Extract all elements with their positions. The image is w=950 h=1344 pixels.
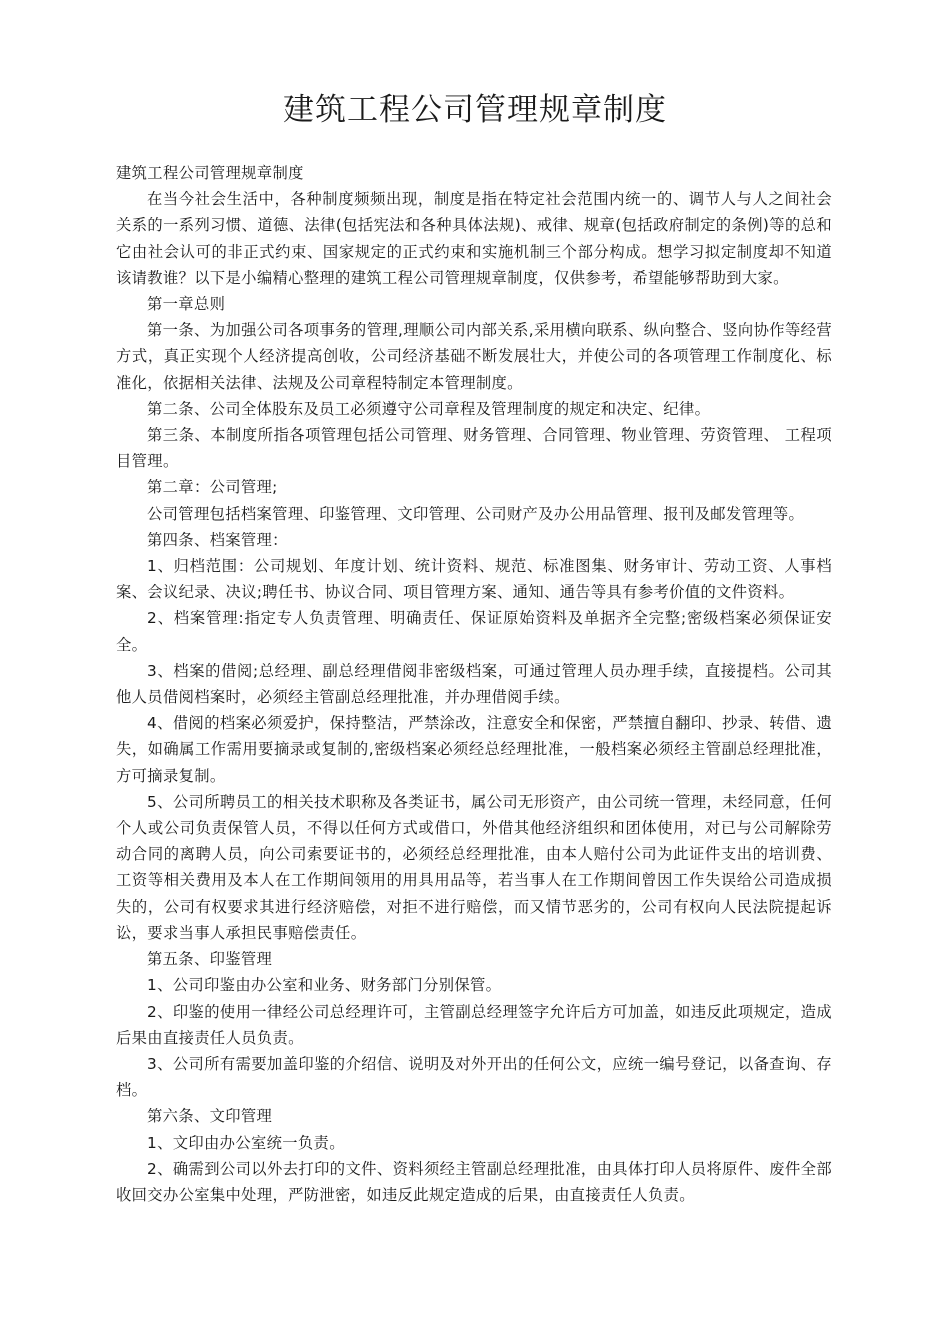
list-item: 1、归档范围：公司规划、年度计划、统计资料、规范、标准图集、财务审计、劳动工资、人事档案、会议纪录、决议;聘任书、协议合同、项目管理方案、通知、通告等具有参考价值的文件资料。 bbox=[116, 557, 832, 602]
body-paragraph: 公司管理包括档案管理、印鉴管理、文印管理、公司财产及办公用品管理、报刊及邮发管理等。 bbox=[147, 504, 805, 523]
article-heading: 第四条、档案管理： bbox=[147, 530, 288, 549]
article-heading: 第五条、印鉴管理 bbox=[147, 950, 273, 969]
intro-paragraph: 在当今社会生活中，各种制度频频出现，制度是指在特定社会范围内统一的、调节人与人之间社会关系的一系列习惯、道德、法律(包括宪法和各种具体法规)、戒律、规章(包括政府制定的条例)等的总和它由社会认可的非正式约束、国家规定的正式约束和实施机制三个部分构成。想学习拟定制度却不知道该请教谁？以下是小编精心整理的建筑工程公司管理规章制度，仅供参考，希望能够帮助到大家。 bbox=[116, 190, 832, 287]
body-heading: 建筑工程公司管理规章制度 bbox=[116, 164, 304, 182]
list-item: 1、公司印鉴由办公室和业务、财务部门分别保管。 bbox=[147, 976, 502, 995]
list-item: 3、公司所有需要加盖印鉴的介绍信、说明及对外开出的任何公文，应统一编号登记，以备查询、存档。 bbox=[116, 1054, 832, 1100]
article-heading: 第六条、文印管理 bbox=[147, 1107, 273, 1126]
list-item: 4、借阅的档案必须爱护，保持整洁，严禁涂改，注意安全和保密，严禁擅自翻印、抄录、转借、遗失，如确属工作需用要摘录或复制的,密级档案必须经总经理批准，一般档案必须经主管副总经理批准，方可摘录复制。 bbox=[116, 714, 832, 785]
list-item: 2、档案管理:指定专人负责管理、明确责任、保证原始资料及单据齐全完整;密级档案必须保证安全。 bbox=[116, 609, 832, 654]
article-paragraph: 第三条、本制度所指各项管理包括公司管理、财务管理、合同管理、物业管理、劳资管理、 工程项目管理。 bbox=[116, 426, 832, 471]
document-body bbox=[116, 160, 832, 1208]
list-item: 1、文印由办公室统一负责。 bbox=[147, 1133, 345, 1152]
list-item: 2、确需到公司以外去打印的文件、资料须经主管副总经理批准，由具体打印人员将原件、废件全部收回交办公室集中处理，严防泄密，如违反此规定造成的后果，由直接责任人负责。 bbox=[116, 1159, 832, 1204]
chapter-heading: 第一章总则 bbox=[147, 295, 226, 314]
document-title: 建筑工程公司管理规章制度 bbox=[283, 92, 667, 128]
list-item: 5、公司所聘员工的相关技术职称及各类证书，属公司无形资产，由公司统一管理，未经同意，任何个人或公司负责保管人员，不得以任何方式或借口，外借其他经济组织和团体使用，对已与公司解除劳动合同的离聘人员，向公司索要证书的，必须经总经理批准，由本人赔付公司为此证件支出的培训费、工资等相关费用及本人在工作期间领用的用具用品等，若当事人在工作期间曾因工作失误给公司造成损失的，公司有权要求其进行经济赔偿，对拒不进行赔偿，而又情节恶劣的，公司有权向人民法院提起诉讼，要求当事人承担民事赔偿责任。 bbox=[116, 792, 832, 942]
article-paragraph: 第一条、为加强公司各项事务的管理,理顺公司内部关系,采用横向联系、纵向整合、竖向协作等经营方式，真正实现个人经济提高创收，公司经济基础不断发展壮大，并使公司的各项管理工作制度化、标准化，依据相关法律、法规及公司章程特制定本管理制度。 bbox=[116, 321, 832, 392]
article-paragraph: 第二条、公司全体股东及员工必须遵守公司章程及管理制度的规定和决定、纪律。 bbox=[147, 399, 711, 418]
list-item: 2、印鉴的使用一律经公司总经理许可，主管副总经理签字允许后方可加盖，如违反此项规定，造成后果由直接责任人员负责。 bbox=[116, 1002, 832, 1047]
list-item: 3、档案的借阅;总经理、副总经理借阅非密级档案，可通过管理人员办理手续，直接提档。公司其他人员借阅档案时，必须经主管副总经理批准，并办理借阅手续。 bbox=[116, 661, 832, 707]
chapter-heading: 第二章：公司管理; bbox=[147, 478, 278, 497]
